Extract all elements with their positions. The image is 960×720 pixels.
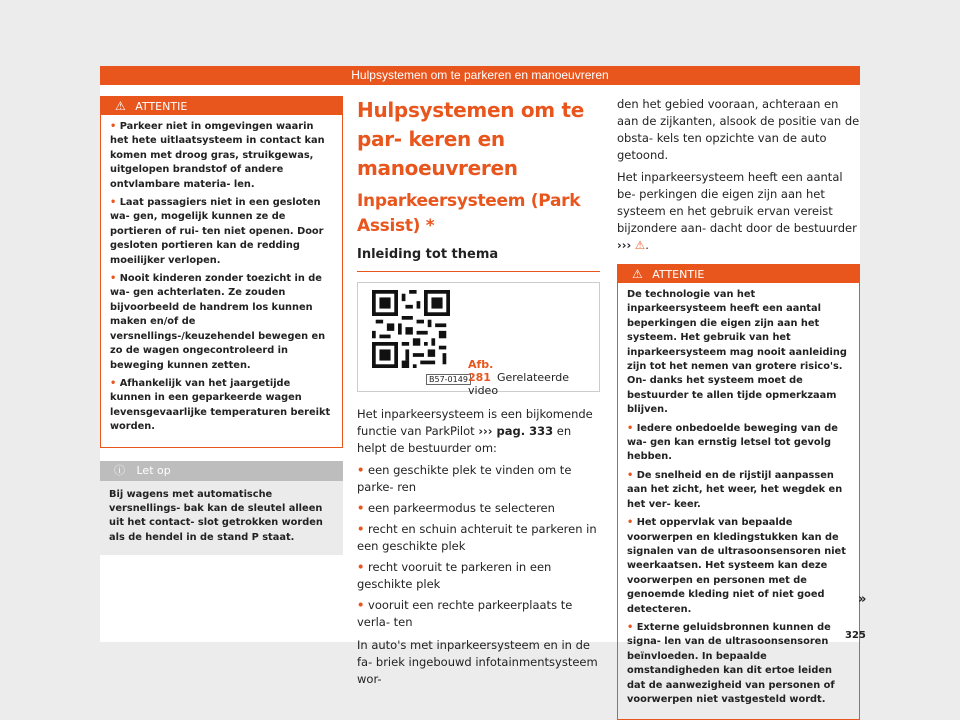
warning-header	[101, 97, 342, 115]
bullet-icon: •	[627, 422, 634, 434]
bullet-icon: •	[110, 273, 117, 285]
column-left	[100, 96, 343, 555]
list-item: • recht en schuin achteruit te parkeren in een geschikte plek	[357, 522, 597, 553]
bullet-icon: •	[357, 522, 365, 536]
list-item: • recht vooruit te parkeren in een geschikte plek	[357, 560, 552, 591]
column-right	[617, 96, 860, 720]
warning-item: • Iedere onbedoelde beweging van de wa- gen kan ernstig letsel tot gevolg hebben.	[627, 422, 838, 463]
bullet-icon: •	[357, 463, 365, 477]
list-item: • een geschikte plek te vinden om te parke- ren	[357, 463, 572, 494]
warning-item: • Afhankelijk van het jaargetijde kunnen in een geparkeerde wagen levensgevaarlijke temperaturen bereikt worden.	[110, 377, 331, 433]
limitations-paragraph: Het inparkeersysteem heeft een aantal be- perkingen die eigen zijn aan het systeem en het gebruik ervan vereist bijzondere aan- dacht door de bestuurder ››› ⚠.	[617, 170, 857, 252]
bullet-icon: •	[357, 598, 365, 612]
warning-box	[617, 264, 860, 720]
subtitle: Inparkeersysteem (Park Assist) *	[357, 191, 581, 236]
note-text: Bij wagens met automatische versnellings- bak kan de sleutel alleen uit het contact- slot getrokken worden als de hendel in de stand P staat.	[109, 488, 323, 543]
figure	[357, 282, 600, 397]
warning-label: ATTENTIE	[135, 100, 188, 113]
bullet-icon: •	[627, 469, 634, 481]
warning-body	[101, 115, 342, 447]
continue-marker: »	[858, 592, 867, 607]
warning-triangle-icon: ⚠	[632, 267, 643, 281]
note-label: Let op	[136, 463, 171, 477]
page-title: Hulpsystemen om te par- keren en manoeuvreren	[357, 98, 584, 180]
bullet-icon: •	[627, 621, 634, 633]
continued-paragraph: den het gebied vooraan, achteraan en aan de zijkanten, alsook de positie van de obsta- kels ten opzichte van de auto getoond.	[617, 97, 860, 162]
figure-caption	[468, 358, 593, 397]
warning-body	[618, 283, 859, 719]
warning-box	[100, 96, 343, 448]
list-item: • een parkeermodus te selecteren	[357, 501, 555, 515]
warning-header	[618, 265, 859, 283]
warning-item: • Parkeer niet in omgevingen waarin het hete uitlaatsysteem in contact kan komen met droog gras, struikgewas, uitgelopen brandstof of andere ontvlambare materia- len.	[110, 121, 325, 190]
figure-code: B57-0149	[426, 374, 471, 385]
warning-triangle-icon: ⚠	[634, 238, 646, 252]
section-heading: Inleiding tot thema	[357, 247, 600, 272]
page-number: 325	[845, 630, 866, 641]
bullet-icon: •	[110, 197, 117, 209]
bullet-icon: •	[357, 501, 365, 515]
note-header	[100, 461, 343, 481]
warning-item: • Externe geluidsbronnen kunnen de signa- len van de ultrasoonsensoren beïnvloeden. In bepaalde omstandigheden kan dit ertoe leiden dat de aanwezigheid van personen of voorwerpen niet vastgesteld wordt.	[627, 621, 835, 705]
warning-label: ATTENTIE	[652, 268, 705, 281]
warning-item: • Het oppervlak van bepaalde voorwerpen en kledingstukken kan de signalen van de ultrasoonsensoren niet weerkaatsen. Het systeem kan deze voorwerpen en personen met de genoemde kleding niet of niet goed detecteren.	[627, 517, 846, 615]
bullet-icon: •	[627, 517, 634, 529]
closing-paragraph: In auto's met inparkeersysteem en in de fa- briek ingebouwd infotainmentsysteem wor-	[357, 638, 598, 686]
warning-item: • Laat passagiers niet in een gesloten wa- gen, mogelijk kunnen ze de portieren of rui- ten niet openen. Door gesloten portieren kan de redding moeilijker verlopen.	[110, 197, 324, 266]
warning-item: • Nooit kinderen zonder toezicht in de wa- gen achterlaten. Ze zouden bijvoorbeeld de handrem los kunnen maken en/of de versnellings-/keuzehendel bewegen en zo de wagen ongecontroleerd in beweging kunnen zetten.	[110, 273, 326, 371]
list-item: • vooruit een rechte parkeerplaats te verla- ten	[357, 598, 573, 629]
qr-code-icon[interactable]	[372, 290, 450, 368]
bullet-icon: •	[110, 121, 117, 132]
intro-paragraph: Het inparkeersysteem is een bijkomende functie van ParkPilot ››› pag. 333 en helpt de bestuurder om:	[357, 407, 593, 455]
page-reference-link[interactable]: ››› pag. 333	[478, 424, 554, 438]
bullet-icon: •	[110, 377, 117, 389]
figure-label: Afb. 281	[468, 358, 494, 384]
column-middle	[357, 96, 600, 693]
warning-reference-link[interactable]: ›››	[617, 238, 632, 252]
info-icon: ⓘ	[114, 463, 125, 477]
note-box	[100, 461, 343, 556]
warning-intro: De technologie van het inparkeersysteem heeft een aantal beperkingen die eigen zijn aan het systeem. Het gebruik van het inparkeersysteem mag nooit aanleiding zijn tot het nemen van grotere risico's. On- danks het systeem moet de bestuurder te allen tijde opmerkzaam blijven.	[627, 289, 847, 416]
chapter-banner: Hulpsystemen om te parkeren en manoeuvreren	[100, 66, 860, 85]
bullet-icon: •	[357, 560, 365, 574]
figure-caption-text: Gerelateerde video	[468, 371, 570, 397]
warning-triangle-icon: ⚠	[115, 99, 126, 113]
warning-item: • De snelheid en de rijstijl aanpassen aan het zicht, het weer, het wegdek en het ver- keer.	[627, 469, 843, 510]
